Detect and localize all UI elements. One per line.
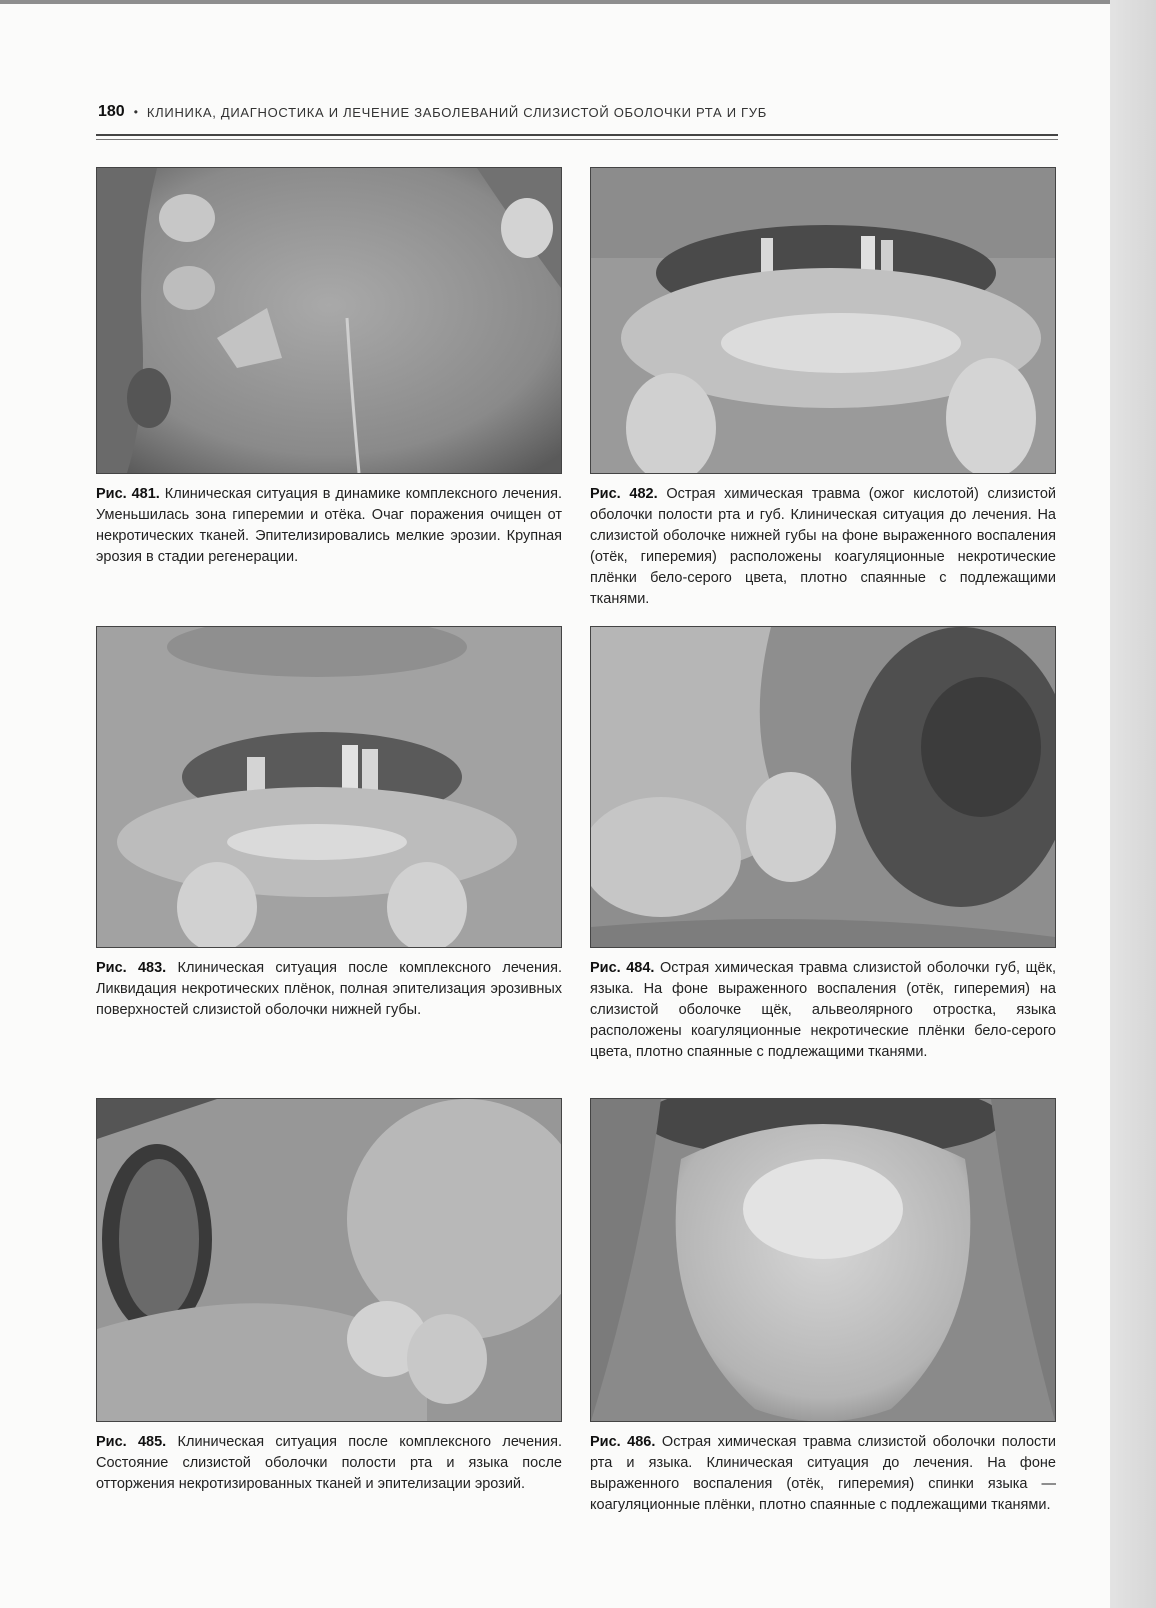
caption-486 xyxy=(590,1432,1056,1516)
caption-text: Клиническая ситуация после комплексного лечения. Состояние слизистой оболочки полости рта и языка после отторжения некротизированных тканей и эпителизации эрозий. xyxy=(96,1434,563,1492)
figure-label: Рис. 482. xyxy=(590,486,658,502)
figure-label: Рис. 483. xyxy=(96,960,167,976)
page-edge-shadow xyxy=(1110,0,1156,1608)
caption-text: Клиническая ситуация в динамике комплексного лечения. Уменьшилась зона гиперемии и отёка. Очаг поражения очищен от некротических тканей. Эпителизировались мелкие эрозии. Крупная эрозия в стадии регенерации. xyxy=(96,486,562,565)
figure-482 xyxy=(590,167,1056,610)
caption-483 xyxy=(96,958,562,1021)
caption-485 xyxy=(96,1432,562,1495)
running-title: КЛИНИКА, ДИАГНОСТИКА И ЛЕЧЕНИЕ ЗАБОЛЕВАНИЙ СЛИЗИСТОЙ ОБОЛОЧКИ РТА И ГУБ xyxy=(146,104,767,120)
figure-label: Рис. 485. xyxy=(96,1434,167,1450)
photo-healed-mucosa-mirror xyxy=(96,1098,562,1422)
figure-label: Рис. 481. xyxy=(96,486,160,502)
figure-486 xyxy=(590,1098,1056,1516)
caption-text: Острая химическая травма слизистой оболочки полости рта и языка. Клиническая ситуация до лечения. На фоне выраженного воспаления (отёк, гиперемия) спинки языка — коагуляционные плёнки, плотно спаянные с подлежащими тканями. xyxy=(590,1434,1056,1513)
figure-485 xyxy=(96,1098,562,1495)
figure-481 xyxy=(96,167,562,568)
page-number: 180 xyxy=(98,103,125,120)
photo-healed-lip xyxy=(96,626,562,948)
caption-text: Острая химическая травма слизистой оболочки губ, щёк, языка. На фоне выраженного воспаления (отёк, гиперемия) на слизистой оболочке щёк, альвеолярного отростка, языка расположены коагуляционные некротические плёнки бело-серого цвета, плотно спаянные с подлежащими тканями. xyxy=(590,960,1056,1060)
photo-lower-lip-burn xyxy=(590,167,1056,474)
header-bullet: • xyxy=(133,105,138,119)
header-rule-thick xyxy=(96,134,1058,136)
caption-text: Острая химическая травма (ожог кислотой) слизистой оболочки полости рта и губ. Клиническая ситуация до лечения. На слизистой оболочке нижней губы на фоне выраженного воспаления (отёк, гиперемия) расположены коагуляционные некротические плёнки бело-серого цвета, плотно спаянные с подлежащими тканями. xyxy=(590,486,1056,607)
photo-cheek-tongue-burn xyxy=(590,626,1056,948)
header-rule-thin xyxy=(96,139,1058,140)
caption-481 xyxy=(96,484,562,568)
photo-palate-erosion xyxy=(96,167,562,474)
running-header xyxy=(98,100,1058,124)
photo-tongue-films xyxy=(590,1098,1056,1422)
caption-484 xyxy=(590,958,1056,1063)
caption-text: Клиническая ситуация после комплексного лечения. Ликвидация некротических плёнок, полная эпителизация эрозивных поверхностей слизистой оболочки нижней губы. xyxy=(96,960,563,1018)
figure-483 xyxy=(96,626,562,1021)
figure-484 xyxy=(590,626,1056,1063)
top-border xyxy=(0,0,1110,4)
figure-label: Рис. 486. xyxy=(590,1434,656,1450)
caption-482 xyxy=(590,484,1056,610)
figure-label: Рис. 484. xyxy=(590,960,655,976)
